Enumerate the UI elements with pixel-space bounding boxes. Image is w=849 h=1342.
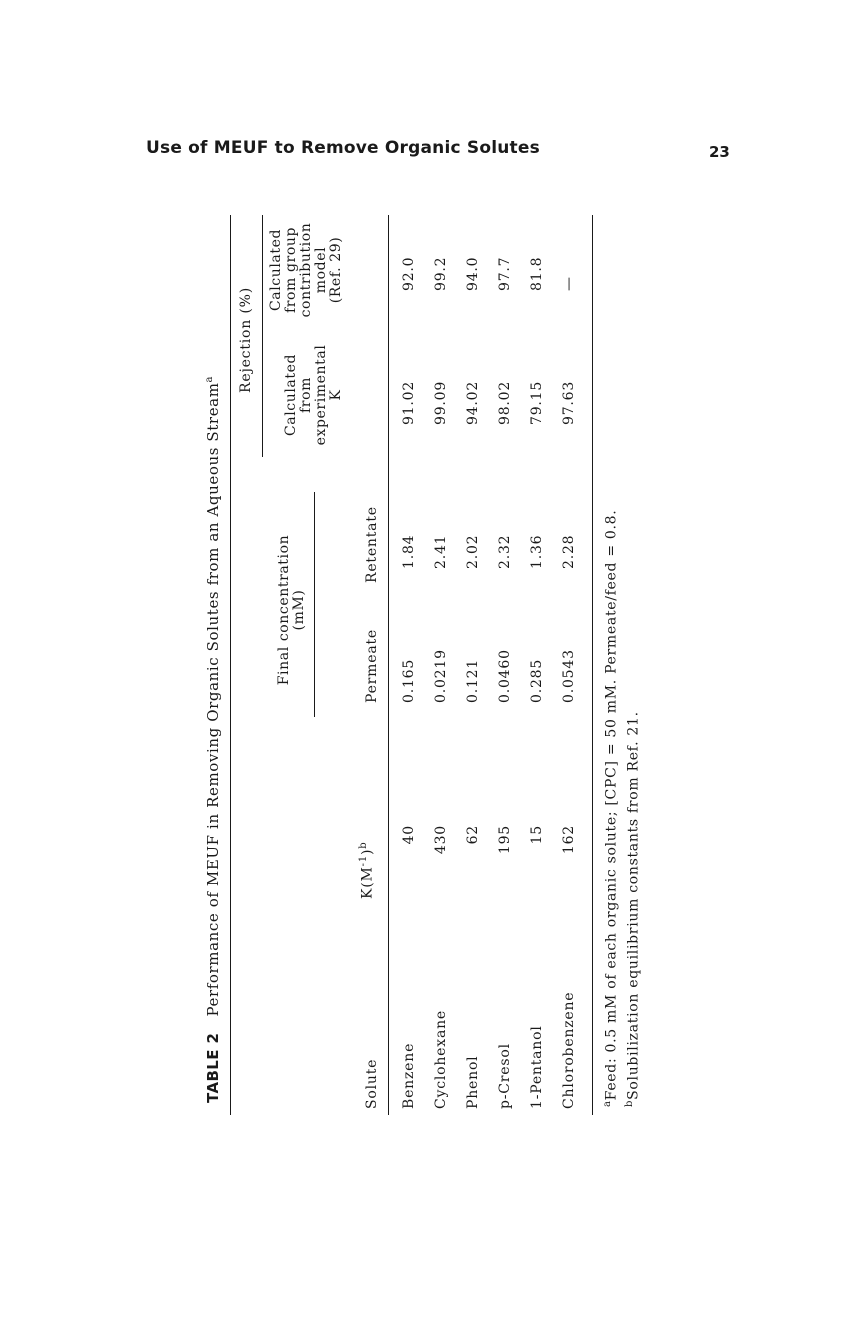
permeate-cell: 0.165 <box>401 658 417 703</box>
table-row <box>497 215 517 1115</box>
page-number: 23 <box>709 143 730 161</box>
permeate-cell: 0.0460 <box>497 649 513 703</box>
table-row <box>433 215 453 1115</box>
calc-experimental-header: Calculated from experimental K <box>283 344 344 446</box>
header-rule <box>388 215 389 1115</box>
k-cell: 162 <box>561 825 577 855</box>
table-row <box>529 215 549 1115</box>
rejection-exp-cell: 94.02 <box>465 380 481 425</box>
rejection-model-cell: — <box>561 276 577 291</box>
permeate-cell: 0.0219 <box>433 649 449 703</box>
k-cell: 430 <box>433 825 449 855</box>
table-title: Performance of MEUF in Removing Organic Solutes from an Aqueous Stream <box>204 382 222 1017</box>
bottom-rule <box>592 215 593 1115</box>
rejection-header: Rejection (%) <box>238 287 254 393</box>
solute-cell: p-Cresol <box>497 1043 513 1109</box>
k-header: $K(M^{-1})^b$ <box>358 841 376 899</box>
caption-footnote-mark: a <box>204 375 215 383</box>
k-cell: 195 <box>497 825 513 855</box>
k-cell: 40 <box>401 825 417 845</box>
rejection-exp-cell: 79.15 <box>529 380 545 425</box>
rejection-exp-cell: 99.09 <box>433 380 449 425</box>
retentate-cell: 1.84 <box>401 534 417 569</box>
solute-cell: Phenol <box>465 1055 481 1109</box>
rejection-exp-cell: 97.63 <box>561 380 577 425</box>
top-rule <box>230 215 231 1115</box>
retentate-cell: 1.36 <box>529 534 545 569</box>
k-cell: 62 <box>465 825 481 845</box>
solute-header: Solute <box>364 1058 380 1109</box>
solute-cell: 1-Pentanol <box>529 1025 545 1109</box>
rejection-exp-cell: 98.02 <box>497 380 513 425</box>
retentate-cell: 2.28 <box>561 534 577 569</box>
retentate-header: Retentate <box>364 506 380 583</box>
final-concentration-header: Final concentration (mM) <box>276 534 307 686</box>
permeate-header: Permeate <box>364 629 380 703</box>
rejection-model-cell: 81.8 <box>529 256 545 291</box>
table-row <box>465 215 485 1115</box>
rejection-model-cell: 92.0 <box>401 256 417 291</box>
solute-cell: Cyclohexane <box>433 1009 449 1109</box>
calc-group-header: Calculated from group contribution model (Ref. 29) <box>268 222 344 318</box>
rejection-model-cell: 97.7 <box>497 256 513 291</box>
retentate-cell: 2.02 <box>465 534 481 569</box>
table-label: TABLE 2 <box>204 1032 222 1103</box>
retentate-cell: 2.41 <box>433 534 449 569</box>
rejection-exp-cell: 91.02 <box>401 380 417 425</box>
final-concentration-rule <box>314 492 315 717</box>
table-2 <box>200 215 642 1115</box>
permeate-cell: 0.285 <box>529 658 545 703</box>
permeate-cell: 0.0543 <box>561 649 577 703</box>
rejection-rule <box>262 215 263 457</box>
solute-cell: Chlorobenzene <box>561 991 577 1109</box>
solute-cell: Benzene <box>401 1042 417 1109</box>
running-head: Use of MEUF to Remove Organic Solutes <box>146 138 540 158</box>
retentate-cell: 2.32 <box>497 534 513 569</box>
permeate-cell: 0.121 <box>465 658 481 703</box>
k-cell: 15 <box>529 825 545 845</box>
rejection-model-cell: 94.0 <box>465 256 481 291</box>
rejection-model-cell: 99.2 <box>433 256 449 291</box>
footnote-b: $^b$Solubilization equilibrium constants from Ref. 21. <box>624 711 642 1107</box>
footnote-a: $^a$Feed: 0.5 mM of each organic solute; [CPC] = 50 mM. Permeate/feed = 0.8. <box>602 509 620 1107</box>
table-caption <box>204 376 222 1103</box>
table-row <box>561 215 581 1115</box>
table-row <box>401 215 421 1115</box>
